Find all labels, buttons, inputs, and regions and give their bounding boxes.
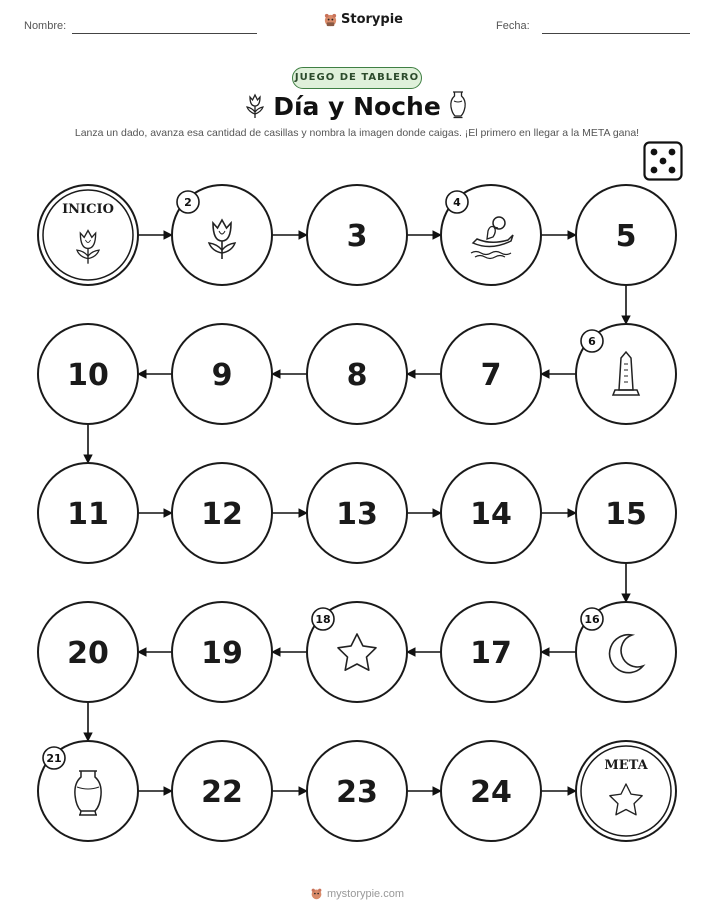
cell-number: 6 — [588, 335, 596, 348]
brand-name: Storypie — [341, 12, 403, 27]
cell-number: 4 — [453, 196, 461, 209]
page-title: Día y Noche — [273, 92, 441, 121]
board-cell-10 — [38, 324, 138, 424]
cell-number: 21 — [46, 752, 62, 765]
storypie-logo-icon — [310, 887, 323, 900]
board-cell-23 — [307, 741, 407, 841]
board-cell-16 — [576, 602, 676, 702]
board-cell-21 — [38, 741, 138, 841]
cell-number: 15 — [605, 497, 647, 532]
board-cell-2 — [172, 185, 272, 285]
board-cell-14 — [441, 463, 541, 563]
cell-number: 20 — [67, 636, 109, 671]
board-cell-7 — [441, 324, 541, 424]
cell-number: 18 — [315, 613, 331, 626]
board-cell-12 — [172, 463, 272, 563]
cell-number: 11 — [67, 497, 109, 532]
board-cell-19 — [172, 602, 272, 702]
footer-site[interactable]: mystorypie.com — [326, 887, 405, 900]
start-label: INICIO — [62, 202, 114, 217]
board-cell-11 — [38, 463, 138, 563]
board-cell-5 — [576, 185, 676, 285]
date-label: Fecha: — [496, 20, 530, 32]
cell-circle — [38, 185, 138, 285]
instructions: Lanza un dado, avanza esa cantidad de casillas y nombra la imagen donde caigas. ¡El primero en llegar a la META gana! — [74, 127, 640, 139]
goal-label: META — [604, 758, 648, 773]
cell-number: 2 — [184, 196, 192, 209]
board-cell-1 — [38, 185, 138, 285]
cell-number: 16 — [584, 613, 600, 626]
cell-number: 8 — [346, 358, 368, 393]
board-cell-13 — [307, 463, 407, 563]
board-cell-17 — [441, 602, 541, 702]
board-cell-8 — [307, 324, 407, 424]
board-cell-15 — [576, 463, 676, 563]
board-cell-18 — [307, 602, 407, 702]
cell-number: 22 — [201, 775, 243, 810]
board-cell-22 — [172, 741, 272, 841]
cell-number: 23 — [336, 775, 378, 810]
board-cell-9 — [172, 324, 272, 424]
cell-number: 10 — [67, 358, 109, 393]
board-cell-24 — [441, 741, 541, 841]
footer — [0, 887, 714, 900]
cell-number: 3 — [346, 219, 368, 254]
board-cell-6 — [576, 324, 676, 424]
cell-number: 12 — [201, 497, 243, 532]
cell-number: 13 — [336, 497, 378, 532]
board-cell-4 — [441, 185, 541, 285]
board-cell-20 — [38, 602, 138, 702]
cell-number: 24 — [470, 775, 512, 810]
board-cell-25 — [576, 741, 676, 841]
cell-number: 17 — [470, 636, 512, 671]
board-cell-3 — [307, 185, 407, 285]
cell-number: 7 — [480, 358, 502, 393]
game-type-badge: JUEGO DE TABLERO — [292, 67, 422, 89]
cell-circle — [576, 741, 676, 841]
cell-number: 14 — [470, 497, 512, 532]
cell-number: 5 — [615, 219, 637, 254]
cell-number: 19 — [201, 636, 243, 671]
cell-number: 9 — [211, 358, 233, 393]
name-label: Nombre: — [24, 20, 67, 32]
